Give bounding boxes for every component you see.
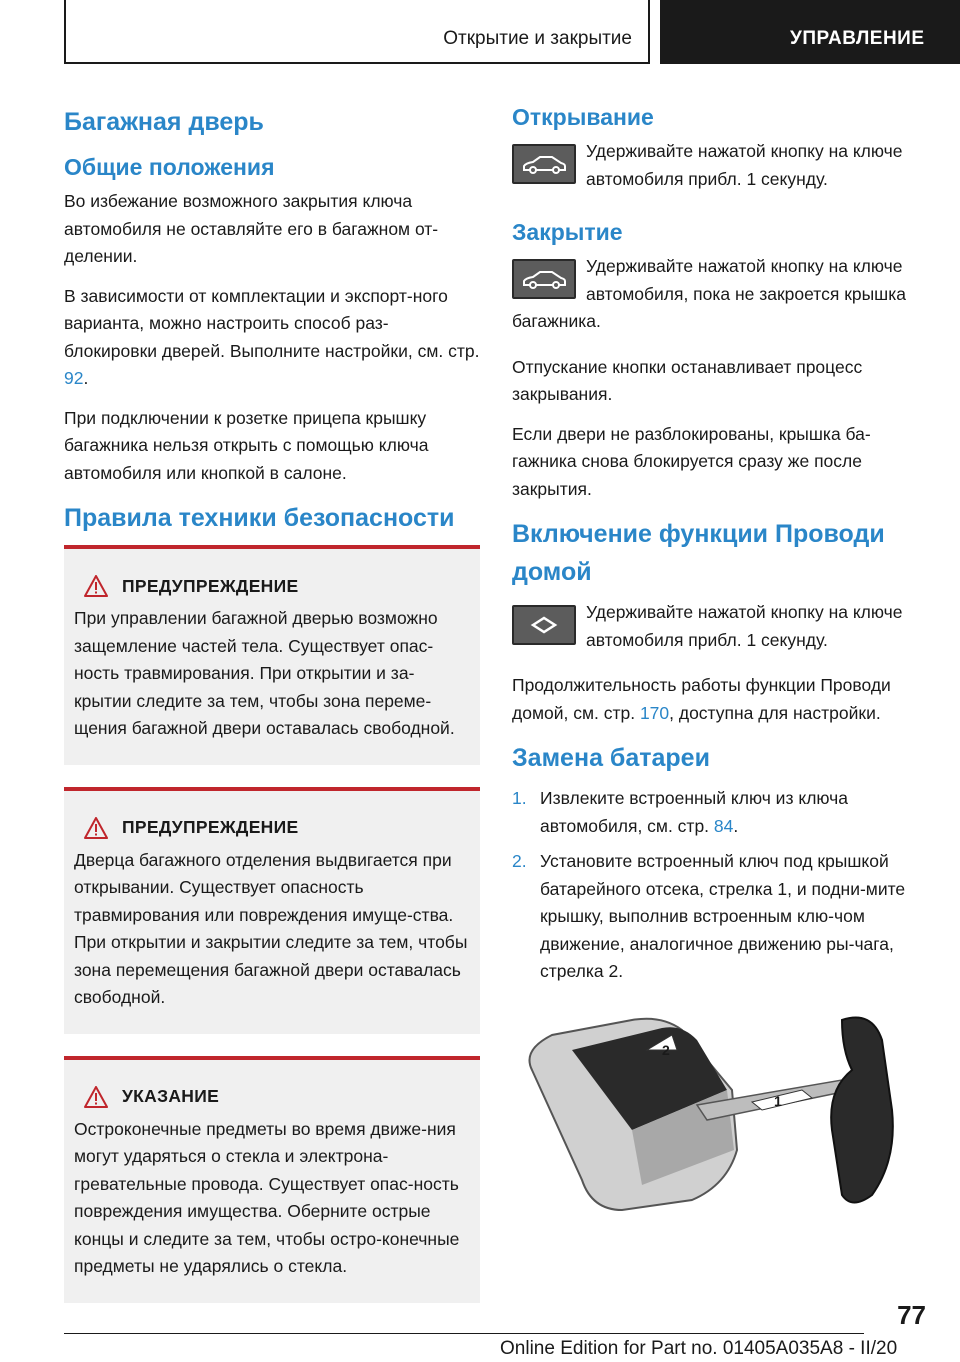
- step-number: 1.: [512, 788, 527, 808]
- notice-title: УКАЗАНИЕ: [122, 1086, 220, 1106]
- home-paragraph-2: Продолжительность работы функции Проводи домой, см. стр. 170, доступна для настройки.: [512, 675, 891, 723]
- page-title: Багажная дверь: [64, 108, 264, 136]
- arrow-1-label: 1: [774, 1092, 782, 1109]
- headlight-key-button-icon: [512, 605, 576, 645]
- left-column: [64, 100, 480, 1325]
- notice-text: Остроконечные предметы во время движе-ния могут ударяться о стекла и электрона-гревательные провода. Существует опас-ность повреждения имущества. Оберните острые концы и следите за тем, чтобы остро-конечные предметы не ударялись о стекла.: [74, 1118, 460, 1276]
- battery-heading: Замена батареи: [512, 744, 710, 772]
- general-paragraph-3: При подключении к розетке прицепа крышку багажника нельзя открыть с помощью ключа автомобиля или кнопкой в салоне.: [64, 407, 429, 483]
- page-link-170[interactable]: 170: [639, 702, 670, 723]
- battery-steps: [512, 785, 928, 986]
- tailgate-key-button-icon: [512, 259, 576, 299]
- home-instruction: [512, 599, 928, 654]
- warning-notice-1: [64, 545, 480, 765]
- arrow-2-label: 2: [662, 1041, 670, 1058]
- close-text: Удерживайте нажатой кнопку на ключе автомобиля, пока не закроется крышка багажника.: [512, 256, 906, 331]
- general-heading: Общие положения: [64, 154, 275, 180]
- close-paragraph-3: Если двери не разблокированы, крышка ба-гажника снова блокируется сразу же после закрытия.: [512, 423, 871, 499]
- notice-title: ПРЕДУПРЕЖДЕНИЕ: [122, 817, 299, 837]
- page-link-84[interactable]: 84: [713, 815, 734, 836]
- home-heading: Включение функции Проводи домой: [512, 520, 885, 586]
- warning-triangle-icon: [84, 817, 108, 839]
- key-battery-illustration: [512, 1010, 928, 1220]
- footer-edition: Online Edition for Part no. 01405A035A8 - II/20: [500, 1338, 898, 1359]
- notice-title: ПРЕДУПРЕЖДЕНИЕ: [122, 575, 299, 596]
- general-paragraph-1: Во избежание возможного закрытия ключа автомобиля не оставляйте его в багажном от-делении.: [64, 191, 439, 266]
- open-instruction: [512, 138, 928, 193]
- warning-notice-2: [64, 787, 480, 1034]
- tailgate-key-button-icon: [512, 144, 576, 184]
- right-column: [512, 100, 928, 1225]
- step-text: Извлеките встроенный ключ из ключа автомобиля, см. стр. 84.: [540, 788, 848, 836]
- step-text: Установите встроенный ключ под крышкой батарейного отсека, стрелка 1, и подни-мите крышку, выполнив встроенным клю-чом движение, аналогичное движению ры-чага, стрелка 2.: [540, 851, 906, 981]
- caution-notice: [64, 1056, 480, 1303]
- header-section-box: [64, 0, 650, 64]
- notice-text: Дверца багажного отделения выдвигается при открывании. Существует опасность травмирования или повреждения имуще-ства. При открытии и закрытии следите за тем, чтобы зона перемещения багажной двери оставалась свободной.: [74, 849, 468, 1007]
- header-chapter-title: УПРАВЛЕНИЕ: [790, 28, 925, 49]
- footer-divider: [64, 1333, 864, 1334]
- warning-triangle-icon: [84, 575, 108, 597]
- notice-text: При управлении багажной дверью возможно защемление частей тела. Существует опас-ность травмирования. При открытии и за-крытии следите за тем, чтобы зона переме-щения багажной двери оставалась свободной.: [74, 608, 455, 738]
- open-text: Удерживайте нажатой кнопку на ключе автомобиля прибл. 1 секунду.: [586, 141, 903, 189]
- safety-heading: Правила техники безопасности: [64, 504, 455, 532]
- header-section-title: Открытие и закрытие: [443, 28, 632, 49]
- open-heading: Открывание: [512, 104, 654, 130]
- step-number: 2.: [512, 851, 527, 871]
- general-paragraph-2: В зависимости от комплектации и экспорт-ного варианта, можно настроить способ раз-блокировки дверей. Выполните настройки, см. стр. 92.: [64, 285, 480, 388]
- home-text: Удерживайте нажатой кнопку на ключе автомобиля прибл. 1 секунду.: [586, 602, 903, 650]
- header-chapter-box: [660, 0, 960, 64]
- close-paragraph-2: Отпускание кнопки останавливает процесс закрывания.: [512, 356, 863, 404]
- list-item: [512, 848, 928, 986]
- close-heading: Закрытие: [512, 219, 623, 245]
- list-item: [512, 785, 928, 840]
- page-link-92[interactable]: 92: [64, 368, 84, 388]
- page-number: 77: [897, 1300, 926, 1330]
- warning-triangle-icon: [84, 1086, 108, 1108]
- close-instruction: [512, 253, 928, 336]
